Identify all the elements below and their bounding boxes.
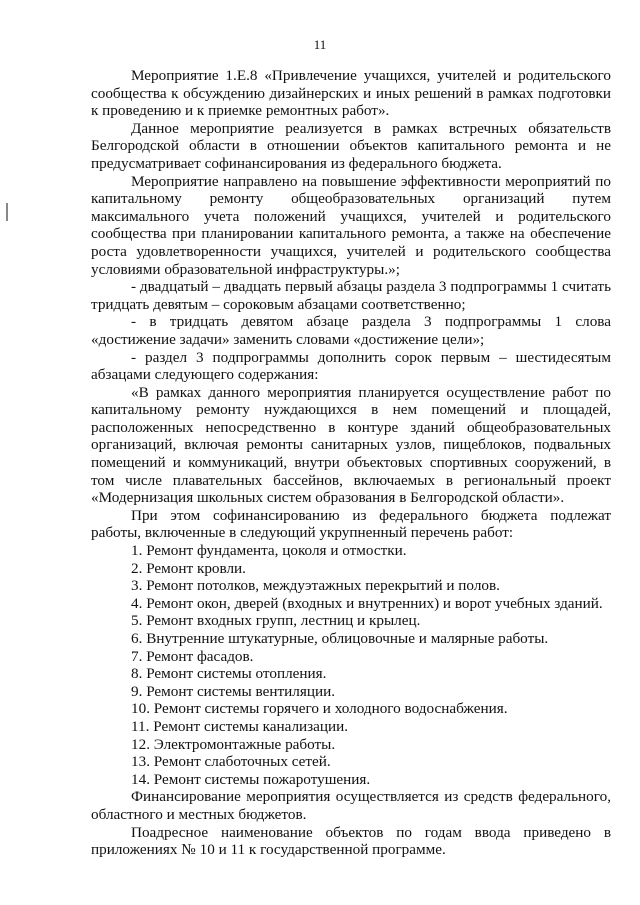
list-item-number: 12. [131, 735, 150, 753]
list-item [91, 753, 611, 771]
list-item-number: 10. [131, 700, 150, 718]
list-item [91, 577, 611, 595]
list-item-text: Ремонт фасадов. [146, 647, 254, 665]
list-item [91, 771, 611, 789]
paragraph-address-list: Поадресное наименование объектов по годам ввода приведено в приложениях № 10 и 11 к государственной программе. [91, 823, 611, 859]
page-number: 11 [313, 37, 327, 52]
list-item [91, 612, 611, 630]
list-item-text: Ремонт слаботочных сетей. [153, 753, 331, 771]
scan-edge-mark [6, 203, 8, 221]
paragraph-obligations: Данное мероприятие реализуется в рамках встречных обязательств Белгородской области в отношении объектов капитального ремонта и не предусматривает софинансирования из федерального бюджета. [91, 119, 611, 172]
list-item-text: Ремонт системы горячего и холодного водоснабжения. [153, 700, 508, 718]
list-item-number: 2. [131, 559, 143, 577]
list-item [91, 595, 611, 613]
list-item-number: 11. [131, 717, 150, 735]
list-item-number: 7. [131, 647, 143, 665]
paragraph-cofinancing: При этом софинансированию из федерального бюджета подлежат работы, включенные в следующий укрупненный перечень работ: [91, 506, 611, 542]
list-item-text: Внутренние штукатурные, облицовочные и малярные работы. [146, 630, 549, 647]
list-item [91, 648, 611, 666]
list-item-number: 13. [131, 753, 150, 771]
list-item [91, 683, 611, 701]
list-item-text: Ремонт фундамента, цоколя и отмостки. [146, 542, 407, 560]
list-item-number: 14. [131, 770, 150, 788]
list-item-number: 1. [131, 542, 143, 560]
list-item [91, 560, 611, 578]
list-item-text: Ремонт потолков, междуэтажных перекрытий и полов. [146, 577, 500, 595]
list-item [91, 665, 611, 683]
list-item-number: 9. [131, 682, 143, 700]
list-item-text: Ремонт входных групп, лестниц и крылец. [146, 612, 421, 630]
list-item-number: 3. [131, 577, 143, 595]
list-item-text: Ремонт системы отопления. [146, 665, 327, 683]
paragraph-quoted-event: «В рамках данного мероприятия планируется осуществление работ по капитальному ремонту нуждающихся в нем помещений и площадей, расположенных непосредственно в контуре зданий общеобразовательных организаций, включая ремонты санитарных узлов, пищеблоков, подвальных помещений и коммуникаций, внутри объектовых спортивных сооружений, в том числе плавательных бассейнов, включаемых в региональный проект «Модернизация школьных систем образования в Белгородской области». [91, 383, 611, 507]
list-item [91, 700, 611, 718]
paragraph-event-1e8: Мероприятие 1.Е.8 «Привлечение учащихся, учителей и родительского сообщества к обсуждению дизайнерских и иных решений в рамках подготовки к проведению и к приемке ремонтных работ». [91, 67, 611, 120]
list-item-text: Ремонт системы канализации. [153, 717, 349, 735]
list-item [91, 718, 611, 736]
list-item [91, 542, 611, 560]
paragraph-financing: Финансирование мероприятия осуществляется из средств федерального, областного и местных бюджетов. [91, 788, 611, 823]
list-item-number: 4. [131, 594, 143, 612]
work-list [91, 542, 611, 788]
list-item-number: 6. [131, 630, 143, 647]
paragraph-amendment-20-21: - двадцатый – двадцать первый абзацы раздела 3 подпрограммы 1 считать тридцать девятым – сороковым абзацами соответственно; [91, 278, 611, 313]
list-item-number: 8. [131, 665, 143, 683]
list-item-text: Ремонт окон, дверей (входных и внутренних) и ворот учебных зданий. [146, 594, 603, 612]
list-item-text: Ремонт кровли. [146, 559, 246, 577]
paragraph-amendment-39: - в тридцать девятом абзаце раздела 3 подпрограммы 1 слова «достижение задачи» заменить словами «достижение цели»; [91, 313, 611, 348]
list-item-text: Электромонтажные работы. [153, 735, 336, 753]
document-body [91, 67, 611, 859]
list-item-number: 5. [131, 612, 143, 630]
list-item-text: Ремонт системы пожаротушения. [153, 770, 371, 788]
list-item-text: Ремонт системы вентиляции. [146, 682, 336, 700]
list-item [91, 736, 611, 754]
paragraph-purpose: Мероприятие направлено на повышение эффективности мероприятий по капитальному ремонту общеобразовательных организаций путем максимального учета положений учащихся, учителей и родительского сообщества при планировании капитального ремонта, а также на обеспечение роста удовлетворенности учащихся, учителей и родительского сообщества условиями образовательной инфраструктуры.»; [91, 172, 611, 278]
paragraph-amendment-41-60: - раздел 3 подпрограммы дополнить сорок первым – шестидесятым абзацами следующего содержания: [91, 348, 611, 384]
list-item [91, 630, 611, 648]
